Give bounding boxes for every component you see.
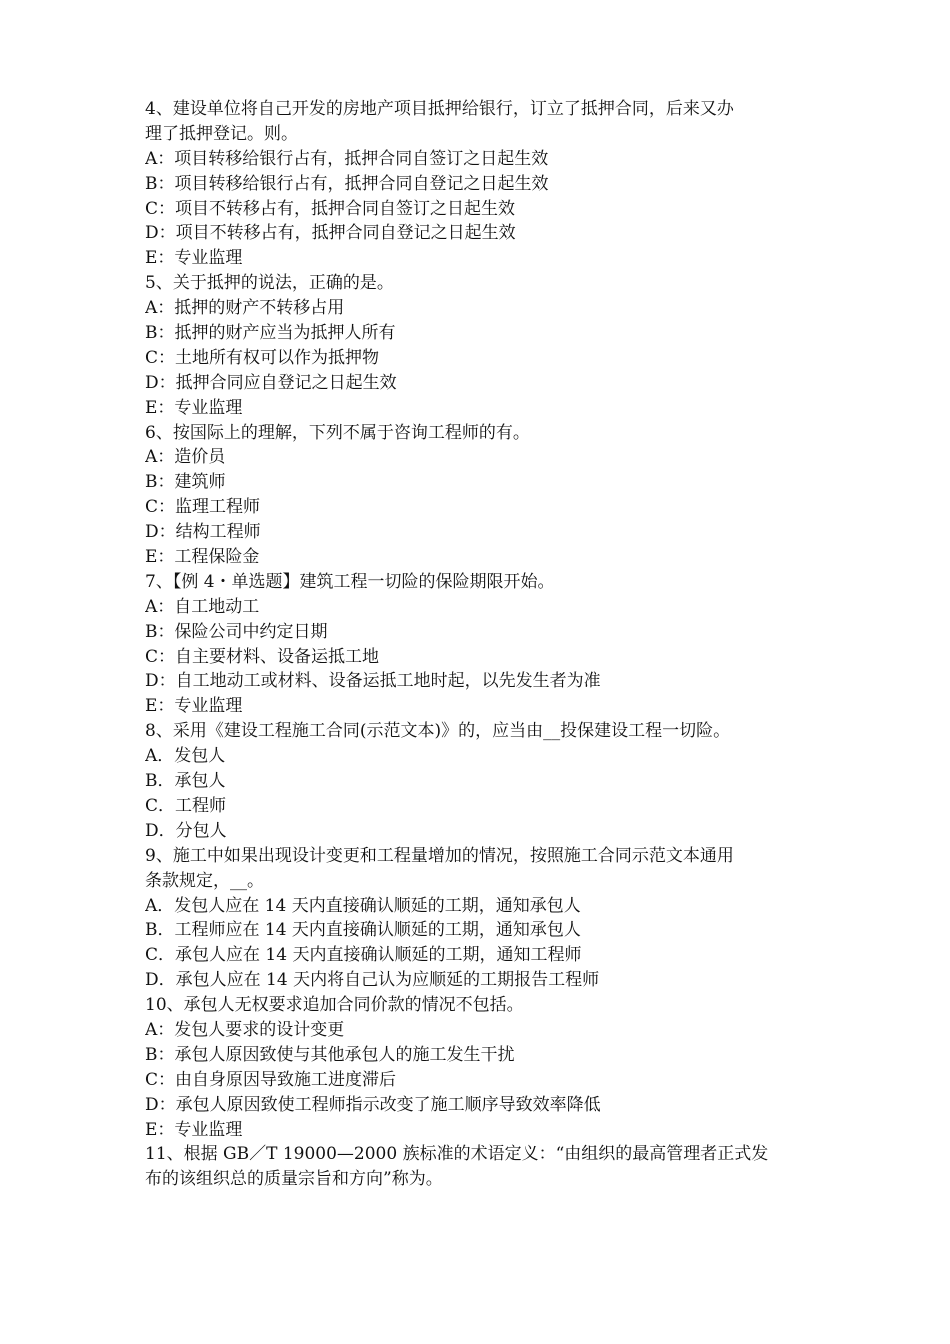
text-line: B：承包人原因致使与其他承包人的施工发生干扰 bbox=[145, 1044, 515, 1065]
text-line: B．承包人 bbox=[145, 771, 226, 792]
text-line: D：承包人原因致使工程师指示改变了施工顺序导致效率降低 bbox=[145, 1094, 601, 1115]
text-line: 8、采用《建设工程施工合同(示范文本)》的，应当由__投保建设工程一切险。 bbox=[145, 721, 731, 742]
text-line: 7、【例 4・单选题】建筑工程一切险的保险期限开始。 bbox=[145, 571, 555, 592]
text-line: E：专业监理 bbox=[145, 696, 243, 717]
text-line: C：土地所有权可以作为抵押物 bbox=[145, 347, 380, 368]
text-line: 10、承包人无权要求追加合同价款的情况不包括。 bbox=[145, 995, 524, 1016]
text-line: 5、关于抵押的说法，正确的是。 bbox=[145, 273, 394, 294]
text-line: B：建筑师 bbox=[145, 472, 226, 493]
text-line: B：抵押的财产应当为抵押人所有 bbox=[145, 323, 396, 344]
text-line: 4、建设单位将自己开发的房地产项目抵押给银行，订立了抵押合同，后来又办 bbox=[145, 99, 734, 119]
text-line: B：项目转移给银行占有，抵押合同自登记之日起生效 bbox=[145, 173, 549, 194]
text-line: C：自主要材料、设备运抵工地 bbox=[145, 646, 380, 667]
text-line: B：保险公司中约定日期 bbox=[145, 621, 328, 642]
text-line: 6、按国际上的理解，下列不属于咨询工程师的有。 bbox=[145, 422, 530, 443]
text-line: 9、施工中如果出现设计变更和工程量增加的情况，按照施工合同示范文本通用 bbox=[145, 845, 734, 866]
text-line: 11、根据 GB／T 19000—2000 族标准的术语定义：“由组织的最高管理者正式发 bbox=[145, 1144, 769, 1165]
text-line: A：发包人要求的设计变更 bbox=[145, 1019, 345, 1040]
document-body bbox=[145, 97, 810, 1192]
text-line: 条款规定，__。 bbox=[145, 870, 264, 891]
text-line: A：项目转移给银行占有，抵押合同自签订之日起生效 bbox=[145, 148, 549, 169]
text-line: D．承包人应在 14 天内将自己认为应顺延的工期报告工程师 bbox=[145, 970, 600, 991]
text-line: E：专业监理 bbox=[145, 248, 243, 269]
text-line: E：专业监理 bbox=[145, 397, 243, 418]
text-line: E：工程保险金 bbox=[145, 547, 260, 568]
text-line: D：自工地动工或材料、设备运抵工地时起，以先发生者为准 bbox=[145, 671, 601, 692]
text-line: D．分包人 bbox=[145, 820, 227, 841]
text-line: A：自工地动工 bbox=[145, 596, 260, 617]
text-line: A．发包人 bbox=[145, 746, 226, 767]
text-line: C：项目不转移占有，抵押合同自签订之日起生效 bbox=[145, 198, 516, 219]
text-line: B．工程师应在 14 天内直接确认顺延的工期，通知承包人 bbox=[145, 920, 581, 941]
text-line: D：项目不转移占有，抵押合同自登记之日起生效 bbox=[145, 223, 516, 244]
text-line: D：抵押合同应自登记之日起生效 bbox=[145, 372, 397, 393]
text-line: E：专业监理 bbox=[145, 1119, 243, 1140]
text-line: A：抵押的财产不转移占用 bbox=[145, 298, 345, 319]
text-line: 理了抵押登记。则。 bbox=[145, 123, 298, 144]
text-line: 布的该组织总的质量宗旨和方向”称为。 bbox=[145, 1169, 443, 1190]
text-line: D：结构工程师 bbox=[145, 522, 261, 543]
text-line: C．工程师 bbox=[145, 795, 227, 816]
text-line: A．发包人应在 14 天内直接确认顺延的工期，通知承包人 bbox=[145, 895, 581, 916]
text-line: A：造价员 bbox=[145, 447, 226, 468]
text-line: C：由自身原因导致施工进度滞后 bbox=[145, 1069, 397, 1090]
text-line: C：监理工程师 bbox=[145, 497, 261, 518]
text-line: C．承包人应在 14 天内直接确认顺延的工期，通知工程师 bbox=[145, 945, 582, 966]
